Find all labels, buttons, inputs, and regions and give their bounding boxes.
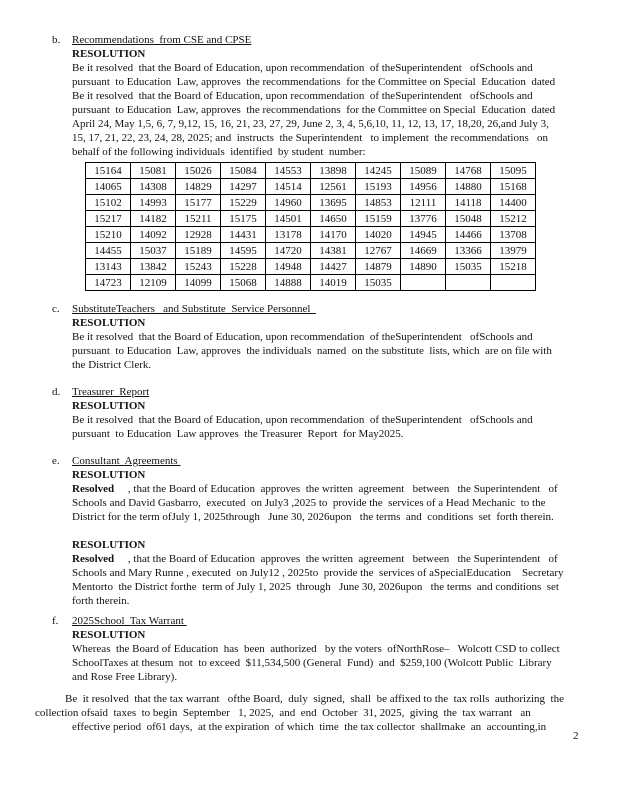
table-cell: 15026 [176,163,221,179]
section-title: Recommendations from CSE and CPSE [72,34,252,46]
table-cell: 14466 [446,227,491,243]
table-cell: 14948 [266,259,311,275]
table-cell: 14768 [446,163,491,179]
paragraph-line: forth therein. [72,595,130,607]
table-cell: 13898 [311,163,356,179]
table-cell: 15177 [176,195,221,211]
table-cell: 15211 [176,211,221,227]
blank-line [72,524,601,538]
bold-lead-word: Resolved [72,483,115,495]
table-cell: 14956 [401,179,446,195]
table-cell: 14182 [131,211,176,227]
table-cell: 14381 [311,243,356,259]
table-cell: 14829 [176,179,221,195]
paragraph [72,642,601,684]
resolution-heading: RESOLUTION [72,539,146,551]
document-body [35,33,601,734]
paragraph-line: pursuant to Education Law approves the Treasurer Report for May2025. [72,428,404,440]
student-number-table [85,162,536,291]
table-cell: 14118 [446,195,491,211]
table-cell [446,275,491,291]
table-cell: 15168 [491,179,536,195]
section-heading [52,614,601,628]
table-cell: 14888 [266,275,311,291]
table-cell: 15212 [491,211,536,227]
table-cell: 15102 [86,195,131,211]
paragraph-line: pursuant to Education Law, approves the recommendations for the Committee on Special Education dated [72,76,556,88]
table-cell: 14553 [266,163,311,179]
paragraph-line: Mentorto the District forthe term of July 1, 2025 through June 30, 2026upon the terms and conditions set [72,581,559,593]
table-cell: 14501 [266,211,311,227]
table-cell: 12767 [356,243,401,259]
table-cell: 12561 [311,179,356,195]
closing-paragraph-line: effective period of61 days, at the expiration of which time the tax collector shallmake an accounting,in [72,721,547,733]
table-cell: 12928 [176,227,221,243]
paragraph-line: SchoolTaxes at thesum not to exceed $11,534,500 (General Fund) and $259,100 (Wolcott Public Library [72,657,552,669]
table-cell: 14308 [131,179,176,195]
table-cell: 15217 [86,211,131,227]
table-cell: 15210 [86,227,131,243]
table-cell: 14065 [86,179,131,195]
table-cell: 14669 [401,243,446,259]
table-cell: 14400 [491,195,536,211]
section-content [72,47,601,291]
table-cell: 14514 [266,179,311,195]
paragraph-line: Be it resolved that the Board of Education, upon recommendation of theSuperintendent ofSchools and [72,62,533,74]
paragraph [72,413,601,441]
section-heading [52,33,601,47]
table-cell: 14020 [356,227,401,243]
section-heading [52,302,601,316]
table-cell: 14723 [86,275,131,291]
table-cell: 12111 [401,195,446,211]
paragraph-line: Whereas the Board of Education has been authorized by the voters ofNorthRose– Wolcott CSD to collect [72,643,560,655]
table-cell: 15193 [356,179,401,195]
paragraph-line: Resolved , that the Board of Education approves the written agreement between the Superintendent of [72,553,558,565]
resolution-heading: RESOLUTION [72,469,146,481]
table-cell: 15081 [131,163,176,179]
paragraph-line: Be it resolved that the Board of Education, upon recommendation of theSuperintendent ofSchools and [72,331,533,343]
table-cell: 13776 [401,211,446,227]
section-content [72,468,601,608]
section-heading [52,385,601,399]
student-number-table-body [86,163,536,291]
table-cell: 14993 [131,195,176,211]
table-cell: 14092 [131,227,176,243]
table-cell: 15089 [401,163,446,179]
table-cell: 15048 [446,211,491,227]
section-b [35,33,601,291]
table-row [86,259,536,275]
table-row [86,163,536,179]
paragraph-line: and Rose Free Library). [72,671,178,683]
table-cell: 14890 [401,259,446,275]
table-row [86,227,536,243]
paragraph-line: Be it resolved that the Board of Education, upon recommendation of theSuperintendent ofSchools and [72,90,533,102]
table-cell: 15095 [491,163,536,179]
paragraph-line: Resolved , that the Board of Education approves the written agreement between the Superintendent of [72,483,558,495]
table-cell: 14960 [266,195,311,211]
section-letter: e. [52,455,60,467]
table-cell: 13695 [311,195,356,211]
table-cell: 12109 [131,275,176,291]
table-row [86,243,536,259]
table-row [86,211,536,227]
table-cell: 14297 [221,179,266,195]
table-cell: 14245 [356,163,401,179]
section-d [35,385,601,441]
section-heading [52,454,601,468]
table-cell: 15037 [131,243,176,259]
paragraph [72,330,601,372]
table-cell: 15035 [356,275,401,291]
closing-paragraph-line: collection ofsaid taxes to begin September 1, 2025, and end October 31, 2025, giving the tax warrant an [35,707,531,719]
section-content [72,628,601,684]
table-cell: 14880 [446,179,491,195]
section-letter: d. [52,386,61,398]
table-cell: 15229 [221,195,266,211]
section-content [72,316,601,372]
table-cell: 14019 [311,275,356,291]
paragraph-line: Schools and Mary Runne , executed on July12 , 2025to provide the services of aSpecialEducation Secretary [72,567,564,579]
table-cell: 15159 [356,211,401,227]
table-cell [491,275,536,291]
table-cell: 14170 [311,227,356,243]
table-cell: 15218 [491,259,536,275]
table-cell: 14720 [266,243,311,259]
paragraph-line: pursuant to Education Law, approves the individuals named on the substitute lists, which are on file with [72,345,552,357]
section-c [35,302,601,372]
table-cell: 15243 [176,259,221,275]
resolution-heading: RESOLUTION [72,317,146,329]
paragraph [72,482,601,524]
table-row [86,195,536,211]
table-cell: 13178 [266,227,311,243]
paragraph-line: District for the term ofJuly 1, 2025through June 30, 2026upon the terms and conditions set forth therein. [72,511,554,523]
table-cell: 13842 [131,259,176,275]
paragraph-line: April 24, May 1,5, 6, 7, 9,12, 15, 16, 21, 23, 27, 29, June 2, 3, 4, 5,6,10, 11, 12, 13, 17, 18,20, 26,and July 3, [72,118,549,130]
closing-paragraph-line: Be it resolved that the tax warrant ofthe Board, duly signed, shall be affixed to the tax rolls authorizing the [65,693,564,705]
table-cell: 15068 [221,275,266,291]
paragraph [72,552,601,608]
table-cell: 14879 [356,259,401,275]
table-cell: 15228 [221,259,266,275]
paragraph-line: pursuant to Education Law, approves the recommendations for the Committee on Special Education dated [72,104,556,116]
table-cell: 15175 [221,211,266,227]
resolution-heading: RESOLUTION [72,629,146,641]
section-letter: f. [52,615,59,627]
resolution-heading: RESOLUTION [72,400,146,412]
paragraph-line: 15, 17, 21, 22, 23, 24, 28, 2025; and instructs the Superintendent to implement the recommendations on [72,132,548,144]
table-row [86,179,536,195]
paragraph-line: behalf of the following individuals identified by student number: [72,146,366,158]
table-cell: 14945 [401,227,446,243]
section-letter: c. [52,303,60,315]
page-number: 2 [573,730,579,742]
table-row [86,275,536,291]
closing-paragraph [35,692,601,734]
table-cell: 13708 [491,227,536,243]
table-cell: 14427 [311,259,356,275]
table-cell: 13366 [446,243,491,259]
table-cell: 14595 [221,243,266,259]
bold-lead-word: Resolved [72,553,115,565]
section-f [35,614,601,684]
table-cell: 14455 [86,243,131,259]
paragraph [72,61,601,159]
paragraph-line: Be it resolved that the Board of Education, upon recommendation of theSuperintendent ofSchools and [72,414,533,426]
table-cell [401,275,446,291]
table-cell: 14431 [221,227,266,243]
sections-container [35,33,601,684]
section-letter: b. [52,34,61,46]
paragraph-line: Schools and David Gasbarro, executed on July3 ,2025 to provide the services of a Head Mechanic to the [72,497,546,509]
resolution-heading: RESOLUTION [72,48,146,60]
section-content [72,399,601,441]
paragraph-line: the District Clerk. [72,359,152,371]
section-e [35,454,601,608]
table-cell: 15164 [86,163,131,179]
table-cell: 13143 [86,259,131,275]
table-cell: 14099 [176,275,221,291]
table-cell: 14650 [311,211,356,227]
table-cell: 14853 [356,195,401,211]
section-title: 2025School Tax Warrant [72,615,187,627]
section-title: SubstituteTeachers and Substitute Service Personnel [72,303,316,315]
table-cell: 15084 [221,163,266,179]
table-cell: 13979 [491,243,536,259]
table-cell: 15189 [176,243,221,259]
section-title: Consultant Agreements [72,455,181,467]
section-title: Treasurer Report [72,386,150,398]
table-cell: 15035 [446,259,491,275]
